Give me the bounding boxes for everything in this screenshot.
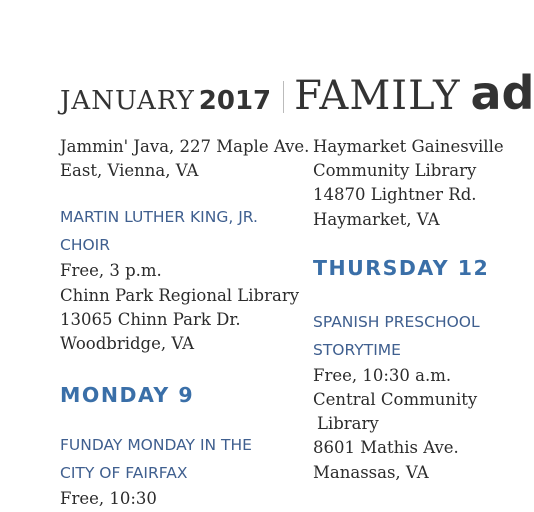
event-city: Woodbridge, VA [60,334,195,354]
event-venue: Library [317,414,379,434]
day-heading-monday: MONDAY 9 [60,383,195,408]
event-venue: Central Community [313,390,478,410]
header-title-ad: ad [470,66,534,120]
header-year: 2017 [198,86,272,116]
header-divider [283,81,284,113]
event-title: STORYTIME [313,340,401,359]
event-price-time: Free, 10:30 [60,489,157,509]
venue-city: Haymarket, VA [313,209,440,229]
event-title: MARTIN LUTHER KING, JR. [60,208,258,227]
event-price-time: Free, 10:30 a.m. [313,365,452,385]
header-title-family: FAMILY [294,73,461,119]
event-venue: Chinn Park Regional Library [60,285,300,305]
event-title: CHOIR [60,236,111,255]
event-title: SPANISH PRESCHOOL [313,312,480,331]
venue-city: East, Vienna, VA [60,161,199,181]
right-column [313,135,512,485]
venue-line: Jammin' Java, 227 Maple Ave. [60,137,310,156]
venue-name: Community Library [313,161,477,181]
header-month: JANUARY [60,86,195,116]
left-column [60,135,310,511]
event-address: 8601 Mathis Ave. [313,438,459,458]
venue-name: Haymarket Gainesville [313,137,504,156]
event-address: 13065 Chinn Park Dr. [60,309,241,329]
event-city: Manassas, VA [313,462,429,482]
event-title: FUNDAY MONDAY IN THE [60,436,252,455]
event-price-time: Free, 3 p.m. [60,261,162,281]
day-heading-thursday: THURSDAY 12 [313,255,490,280]
venue-address: 14870 Lightner Rd. [313,185,477,205]
event-title: CITY OF FAIRFAX [60,464,188,483]
page-header [60,66,534,120]
